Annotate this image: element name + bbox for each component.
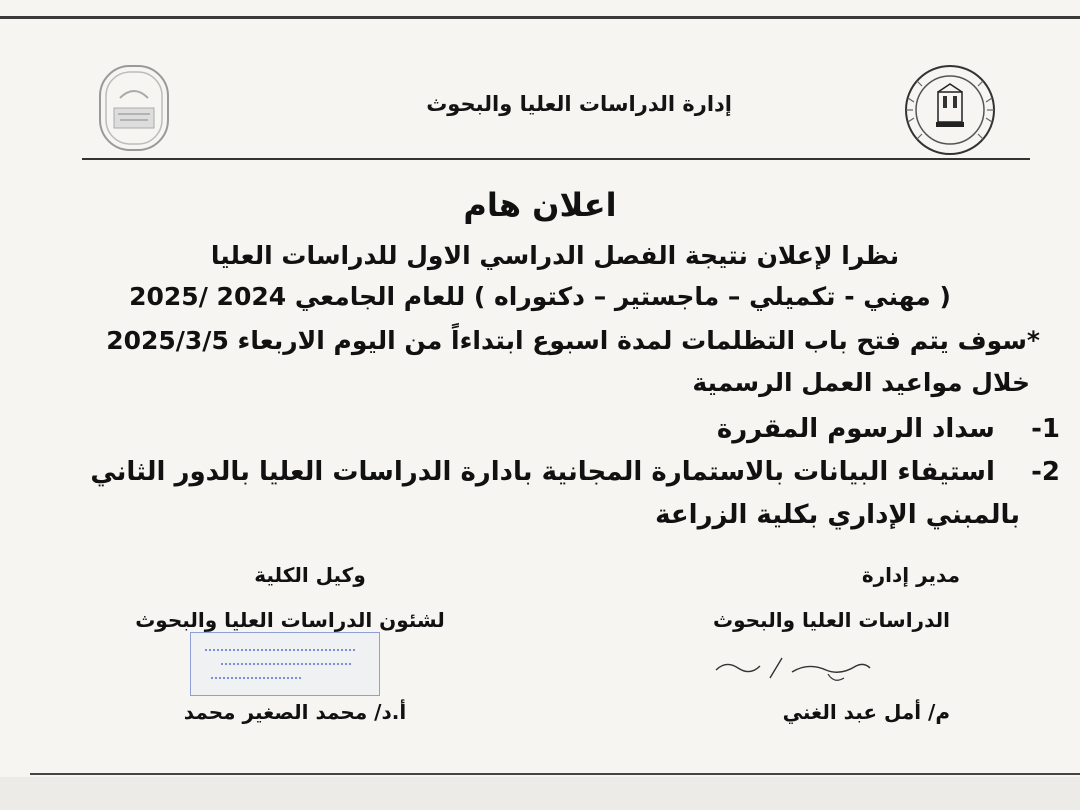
announcement-line-1: نظرا لإعلان نتيجة الفصل الدراسي الاول للدراسات العليا [210,241,900,270]
announcement-line-3: *سوف يتم فتح باب التظلمات لمدة اسبوع ابتداءاً من اليوم الاربعاء 2025/3/5 [106,326,1040,355]
list-item [60,457,1060,487]
list-item-text: استيفاء البيانات بالاستمارة المجانية بادارة الدراسات العليا بالدور الثاني [90,457,995,487]
signature-right-department: الدراسات العليا والبحوث [713,608,950,632]
header-title: إدارة الدراسات العليا والبحوث [426,92,732,116]
university-seal-icon [902,62,998,158]
list-item-continuation: بالمبني الإداري بكلية الزراعة [655,500,1020,530]
page-bottom-margin [0,777,1080,810]
official-stamp [190,632,380,696]
header-divider [82,158,1030,160]
signature-right-title: مدير إدارة [861,563,960,587]
bottom-border-line [30,773,1080,775]
faculty-emblem-icon [96,64,172,152]
announcement-line-4: خلال مواعيد العمل الرسمية [692,368,1030,397]
signature-left-title: وكيل الكلية [254,563,366,587]
signature-right-name: م/ أمل عبد الغني [782,700,950,724]
top-border-line [0,16,1080,19]
handwritten-signature [708,648,878,688]
list-item-number: 1- [1031,414,1060,444]
list-item-text: سداد الرسوم المقررة [716,414,995,444]
list-item-number: 2- [1031,457,1060,487]
signature-left-department: لشئون الدراسات العليا والبحوث [135,608,445,632]
announcement-title: اعلان هام [463,186,617,224]
list-item [560,414,1060,444]
signature-left-name: أ.د/ محمد الصغير محمد [183,700,407,724]
announcement-line-2: ( مهني - تكميلي – ماجستير – دكتوراه ) للعام الجامعي 2024 /2025 [129,282,951,311]
